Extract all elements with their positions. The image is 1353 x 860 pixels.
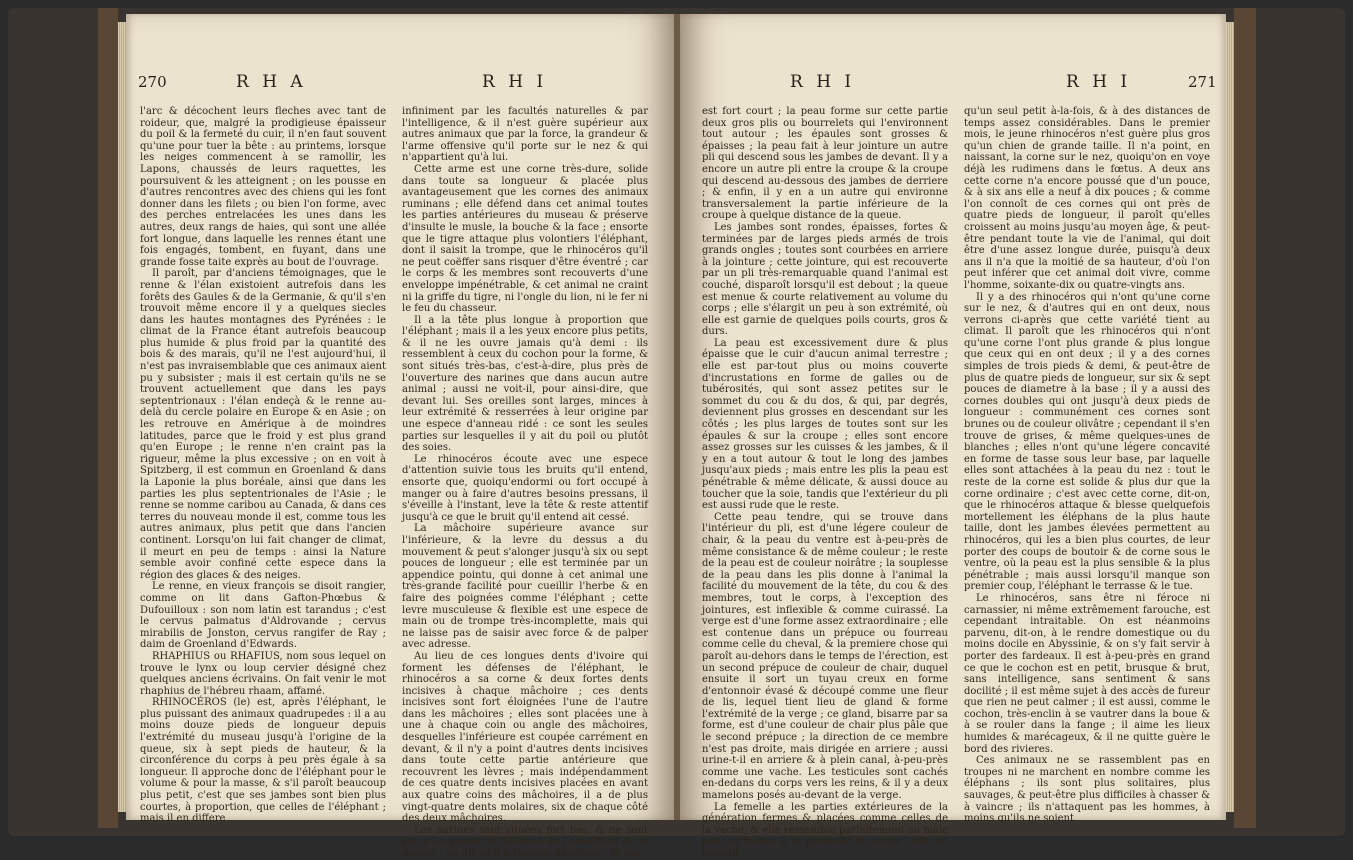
right-cover-edge: [1234, 8, 1256, 828]
paragraph: infiniment par les facultés naturelles & par l'intelligence, & il n'est guère supérieur aux autres animaux que par la force, la grandeur & l'arme offensive qu'il porte sur le nez & qui n'appartient qu'à lui.: [402, 106, 648, 164]
paragraph: Il paroît, par d'anciens témoignages, que le renne & l'élan existoient autrefois dans les forêts des Gaules & de la Germanie, & qu'il s'en trouvoit même encore il y a quelques siecles dans les hautes montagnes des Pyrénées : le climat de la France étant autrefois beaucoup plus humide & plus froid par la quantité des bois & des marais, qu'il ne l'est aujourd'hui, il n'est pas invraisemblable que ces animaux aient pu y subsister ; mais il est certain qu'ils ne se trouvent actuellement que dans les pays septentrionaux : l'élan endeçà & le renne au-delà du cercle polaire en Europe & en Asie ; on les retrouve en Amérique à de moindres latitudes, parce que le froid y est plus grand qu'en Europe ; le renne n'en craint pas la rigueur, même la plus excessive ; on en voit à Spitzberg, il est commun en Groenland & dans la Laponie la plus boréale, ainsi que dans les parties les plus septentrionales de l'Asie ; le renne se nomme caribou au Canada, & dans ces terres du nouveau monde il est, comme tous les autres animaux, plus petit que dans l'ancien continent. Lorsqu'on lui fait changer de climat, il meurt en peu de temps : ainsi la Nature semble avoir confiné cette espece dans la région des glaces & des neiges.: [140, 268, 386, 581]
paragraph: RHINOCÉROS (le) est, après l'éléphant, le plus puissant des animaux quadrupedes : il a au moins douze pieds de longueur depuis l'extrémité du museau jusqu'à l'origine de la queue, six à sept pieds de hauteur, & la circonférence du corps à peu près égale à sa longueur. Il approche donc de l'éléphant pour le volume & pour la masse, & s'il paroît beaucoup plus petit, c'est que ses jambes sont bien plus courtes, à proportion, que celles de l'éléphant ; mais il en differe: [140, 697, 386, 825]
paragraph: Le rhinocéros, sans être ni féroce ni carnassier, ni même extrêmement farouche, est cependant intraitable. On est néanmoins parvenu, dit-on, à le rendre domestique ou du moins docile en Abyssinie, & on s'y fait servir à porter des fardeaux. Il est à-peu-près en grand ce que le cochon est en petit, brusque & brut, sans intelligence, sans sentiment & sans docilité ; il est même sujet à des accès de fureur que rien ne peut calmer ; il est aussi, comme le cochon, très-enclin à se vautrer dans la boue & à se rouler dans la fange ; il aime les lieux humides & marécageux, & il ne quitte guère le bord des rivieres.: [964, 592, 1210, 755]
right-running-head-1: R H I: [790, 72, 856, 92]
paragraph: La mâchoire supérieure avance sur l'inférieure, & la levre du dessus a du mouvement & peut s'alonger jusqu'à six ou sept pouces de longueur ; elle est terminée par un appendice pointu, qui donne à cet animal une très-grande facilité pour cueillir l'herbe & en faire des poignées comme l'éléphant ; cette levre musculeuse & flexible est une espece de main ou de trompe très-incomplette, mais qui ne laisse pas de saisir avec force & de palper avec adresse.: [402, 523, 648, 651]
paragraph: Les narines sont situées fort bas, & ne sont pas à un pouce de distance de l'ouverture de la gueule ; on dit qu'il a l'odorat excellent ; le cou: [402, 824, 648, 859]
paragraph: La femelle a les parties extérieures de la génération fermes & placées comme celles de la vache, & elle ressemble parfaitement au mâle pour la forme & la grosseur du corps ; elle ne produit: [702, 801, 948, 859]
left-running-head-1: R H A: [236, 72, 307, 92]
right-column-2: [964, 106, 1210, 825]
paragraph: Le rhinocéros écoute avec une espece d'attention suivie tous les bruits qu'il entend, ensorte que, quoiqu'endormi ou fort occupé à manger ou à faire d'autres besoins pressans, il s'éveille à l'instant, leve la tête & reste attentif jusqu'à ce que le bruit qu'il entend ait cessé.: [402, 453, 648, 523]
paragraph: Il y a des rhinocéros qui n'ont qu'une corne sur le nez, & d'autres qui en ont deux, nous verrons ci-après que cette variété tient au climat. Il paroît que les rhinocéros qui n'ont qu'une corne l'ont plus grande & plus longue que ceux qui en ont deux ; il y a des cornes simples de trois pieds & demi, & peut-être de plus de quatre pieds de longueur, sur six & sept pouces de diametre à la base ; il y a aussi des cornes doubles qui ont jusqu'à deux pieds de longueur : communément ces cornes sont brunes ou de couleur olivâtre ; cependant il s'en trouve de grises, & même quelques-unes de blanches ; elles n'ont qu'une légere concavité en forme de tasse sous leur base, par laquelle elles sont attachées à la peau du nez : tout le reste de la corne est solide & plus dur que la corne ordinaire ; c'est avec cette corne, dit-on, que le rhinocéros attaque & blesse quelquefois mortellement les éléphans de la plus haute taille, dont les jambes élevées permettent au rhinocéros, qui les a bien plus courtes, de leur porter des coups de boutoir & de corne sous le ventre, où la peau est la plus sensible & la plus pénétrable ; mais aussi lorsqu'il manque son premier coup, l'éléphant le terrasse & le tue.: [964, 291, 1210, 593]
paragraph: Cette arme est une corne très-dure, solide dans toute sa longueur & placée plus avantageusement que les cornes des animaux ruminans ; elle défend dans cet animal toutes les parties antérieures du museau & préserve d'insulte le musle, la bouche & la face ; ensorte que le tigre attaque plus volontiers l'éléphant, dont il saisit la trompe, que le rhinocéros qu'il ne peut coëffer sans risquer d'être éventré ; car le corps & les membres sont recouverts d'une enveloppe impénétrable, & cet animal ne craint ni la griffe du tigre, ni l'ongle du lion, ni le fer ni le feu du chasseur.: [402, 163, 648, 315]
paragraph: Cette peau tendre, qui se trouve dans l'intérieur du pli, est d'une légere couleur de chair, & la peau du ventre est à-peu-près de même consistance & de même couleur ; le reste de la peau est de couleur noirâtre ; la souplesse de la peau dans les plis donne à l'animal la facilité du mouvement de la tête, du cou & des membres, tout le corps, à l'exception des jointures, est inflexible & comme cuirassé. La verge est d'une forme assez extraordinaire ; elle est contenue dans un prépuce ou fourreau comme celle du cheval, & la premiere chose qui paroît au-dehors dans le temps de l'érection, est un second prépuce de couleur de chair, duquel ensuite il sort un tuyau creux en forme d'entonnoir évasé & découpé comme une fleur de lis, lequel tient lieu de gland & forme l'extrémité de la verge ; ce gland, bisarre par sa forme, est d'une couleur de chair plus pâle que le second prépuce ; la direction de ce membre n'est pas droite, mais dirigée en arriere ; aussi urine-t-il en arriere & à plein canal, à-peu-près comme une vache. Les testicules sont cachés en-dedans du corps vers les reins, & il y a deux mamelons posés au-devant de la verge.: [702, 511, 948, 802]
paragraph: Au lieu de ces longues dents d'ivoire qui forment les défenses de l'éléphant, le rhinocéros a sa corne & deux fortes dents incisives à chaque mâchoire ; ces dents incisives sont fort éloignées l'une de l'autre dans les mâchoires ; elles sont placées une à une à chaque coin ou angle des mâchoires, desquelles l'inférieure est coupée carrément en devant, & il n'y a point d'autres dents incisives dans toute cette partie antérieure que recouvrent les lèvres ; mais indépendamment de ces quatre dents incisives placées en avant aux quatre coins des mâchoires, il a de plus vingt-quatre dents molaires, six de chaque côté des deux mâchoires.: [402, 650, 648, 825]
left-column-1: [140, 106, 386, 825]
left-page-number: 270: [138, 73, 167, 91]
paragraph: RHAPHIUS ou RHAFIUS, nom sous lequel on trouve le lynx ou loup cervier désigné chez quelques anciens écrivains. On fait venir le mot rhaphius de l'hébreu rhaam, affamé.: [140, 650, 386, 697]
paragraph: La peau est excessivement dure & plus épaisse que le cuir d'aucun animal terrestre ; elle est par-tout plus ou moins couverte d'incrustations en forme de galles ou de tubérosités, qui sont assez petites sur le sommet du cou & du dos, & qui, par degrés, deviennent plus grosses en descendant sur les côtés ; les plus larges de toutes sont sur les épaules & sur la croupe ; elles sont encore assez grosses sur les cuisses & les jambes, & il y en a tout autour & tout le long des jambes jusqu'aux pieds ; mais entre les plis la peau est pénétrable & même délicate, & aussi douce au toucher que la soie, tandis que l'extérieur du pli est aussi rude que le reste.: [702, 337, 948, 512]
right-column-1: [702, 106, 948, 859]
right-page-edges: [1226, 22, 1234, 812]
left-cover-edge: [98, 8, 118, 828]
paragraph: Ces animaux ne se rassemblent pas en troupes ni ne marchent en nombre comme les éléphans ; ils sont plus solitaires, plus sauvages, & peut-être plus difficiles à chasser & à vaincre ; ils n'attaquent pas les hommes, à moins qu'ils ne soient: [964, 755, 1210, 825]
paragraph: qu'un seul petit à-la-fois, & à des distances de temps assez considérables. Dans le premier mois, le jeune rhinocéros n'est guère plus gros qu'un chien de grande taille. Il n'a point, en naissant, la corne sur le nez, quoiqu'on en voye déjà les rudimens dans le fœtus. A deux ans cette corne n'a encore poussé que d'un pouce, & à six ans elle a neuf à dix pouces ; & comme l'on connoît de ces cornes qui ont près de quatre pieds de longueur, il paroît qu'elles croissent au moins jusqu'au moyen âge, & peut-être pendant toute la vie de l'animal, qui doit être d'une assez longue durée, puisqu'à deux ans il n'a que la moitié de sa hauteur, d'où l'on peut inférer que cet animal doit vivre, comme l'homme, soixante-dix ou quatre-vingts ans.: [964, 106, 1210, 291]
paragraph: Le renne, en vieux françois se disoit rangier, comme on lit dans Gafton-Phœbus & Dufouilloux : son nom latin est tarandus ; c'est le cervus palmatus d'Aldrovande ; cervus mirabilis de Jonston, cervus rangifer de Ray ; daim de Groenland d'Edwards.: [140, 581, 386, 651]
left-page: [126, 14, 674, 859]
left-column-2: [402, 106, 648, 859]
paragraph: l'arc & décochent leurs fleches avec tant de roideur, que, malgré la prodigieuse épaisseur du poil & la fermeté du cuir, il n'en faut souvent qu'une pour tuer la bête : au printems, lorsque les neiges commencent à se ramollir, les Lapons, chaussés de leurs raquettes, les poursuivent & les atteignent ; on les pousse en d'autres rencontres avec des chiens qui les font donner dans les filets ; ou bien l'on forme, avec des perches entrelacées les unes dans les autres, deux rangs de haies, qui sont une allée fort longue, dans laquelle les rennes étant une fois engagés, tombent, en fuyant, dans une grande fosse taite exprès au bout de l'ouvrage.: [140, 106, 386, 268]
left-page-edges: [118, 22, 126, 812]
right-running-head-2: R H I: [1066, 72, 1132, 92]
right-page-number: 271: [1188, 73, 1217, 91]
left-running-head-2: R H I: [482, 72, 548, 92]
paragraph: Les jambes sont rondes, épaisses, fortes & terminées par de larges pieds armés de trois grands ongles ; toutes sont courbées en arriere à la jointure ; cette jointure, qui est recouverte par un pli très-remarquable quand l'animal est couché, disparoît lorsqu'il est debout ; la queue est menue & courte relativement au volume du corps ; elle s'élargit un peu à son extrémité, où elle est garnie de quelques poils courts, gros & durs.: [702, 221, 948, 338]
paragraph: est fort court ; la peau forme sur cette partie deux gros plis ou bourrelets qui l'environnent tout autour ; les épaules sont grosses & épaisses ; la peau fait à leur jointure un autre pli qui descend sous les jambes de devant. Il y a encore un autre pli entre la croupe & la croupe qui descend au-dessous des jambes de derriere ; & enfin, il y en a un autre qui environne transversalement la partie inférieure de la croupe à quelque distance de la queue.: [702, 106, 948, 222]
right-page: [680, 14, 1226, 859]
paragraph: Il a la tête plus longue à proportion que l'éléphant ; mais il a les yeux encore plus petits, & il ne les ouvre jamais qu'à demi : ils ressemblent à ceux du cochon pour la forme, & sont situés très-bas, c'est-à-dire, plus près de l'ouverture des narines que dans aucun autre animal ; aussi ne voit-il, pour ainsi-dire, que devant lui. Ses oreilles sont larges, minces à leur extrémité & resserrées à leur origine par une espece d'anneau ridé : ce sont les seules parties sur lesquelles il y ait du poil ou plutôt des soies.: [402, 314, 648, 454]
